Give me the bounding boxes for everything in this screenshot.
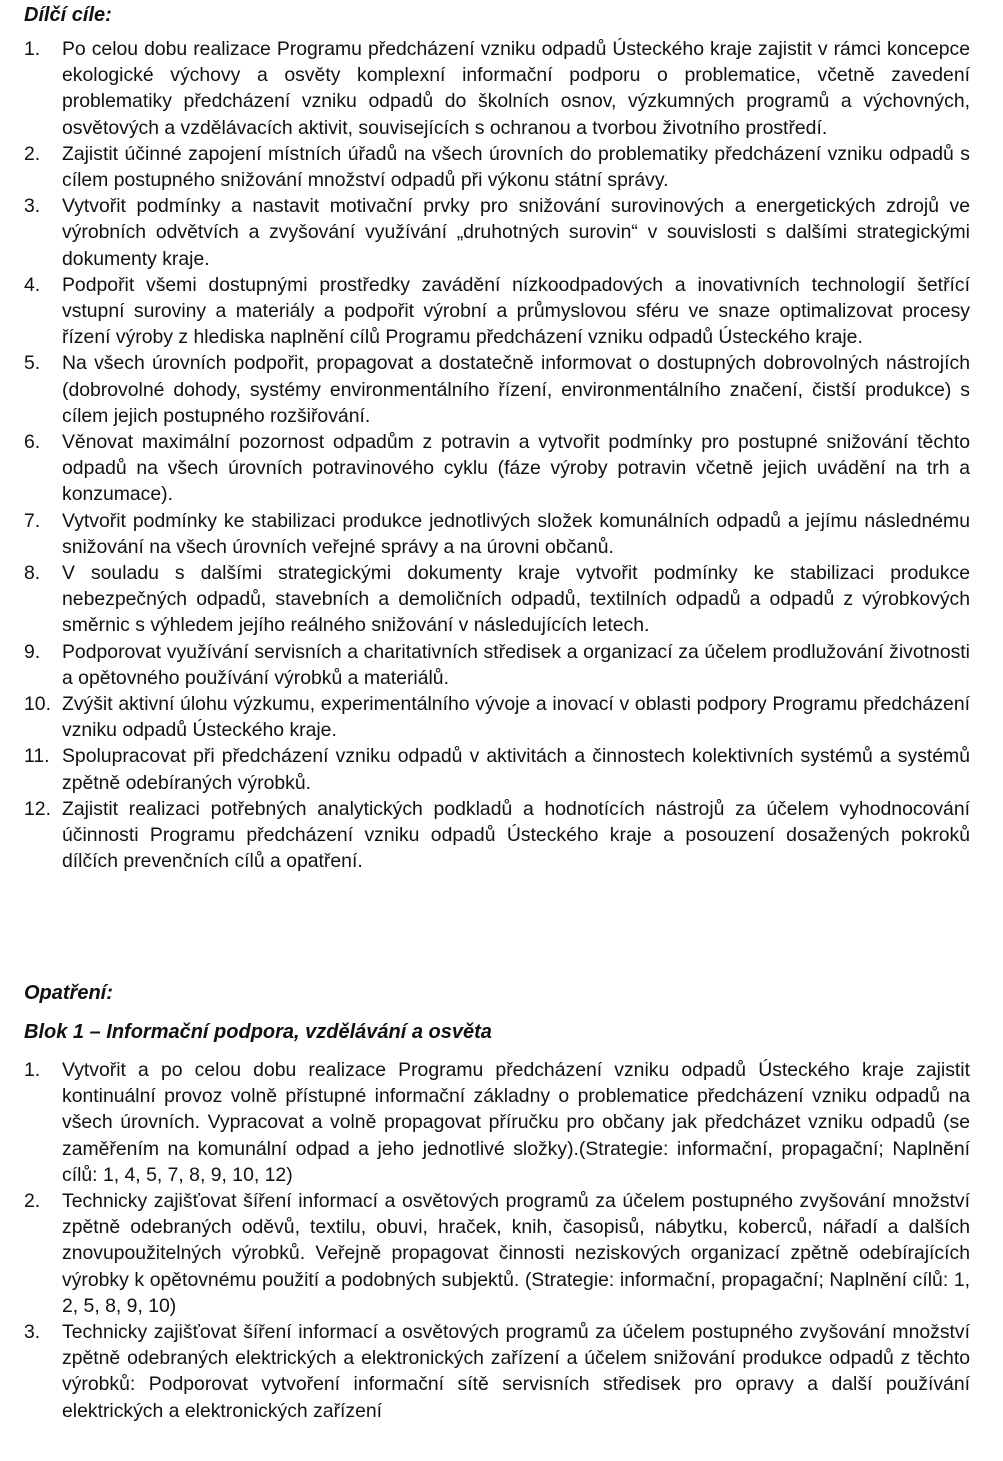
goals-list [24, 36, 970, 875]
list-item: 5. Na všech úrovních podpořit, propagovat a dostatečně informovat o dostupných dobrovolných nástrojích (dobrovolné dohody, systémy environmentálního řízení, environmentálního značení, čistší produkce) s cílem jejich postupného rozšiřování. [24, 352, 970, 427]
list-item: 8. V souladu s dalšími strategickými dokumenty kraje vytvořit podmínky ke stabilizaci produkce nebezpečných odpadů, stavebních a demoličních odpadů, textilních odpadů a odpadů z výrobkových směrnic s výhledem jejího reálného snižování v následujících letech. [24, 562, 970, 637]
list-item: 11. Spolupracovat při předcházení vzniku odpadů v aktivitách a činnostech kolektivních systémů a systémů zpětně odebíraných výrobků. [24, 745, 970, 794]
measures-list [24, 1057, 970, 1424]
list-item: 2. Technicky zajišťovat šíření informací a osvětových programů za účelem postupného zvyšování množství zpětně odebraných oděvů, textilu, obuvi, hraček, knih, časopisů, nábytku, koberců, nářadí a dalších znovupoužitelných výrobků. Veřejně propagovat činnosti neziskových organizací zpětně odebírajících výrobky k opětovnému použití a podobných subjektů. (Strategie: informační, propagační; Naplnění cílů: 1, 2, 5, 8, 9, 10) [24, 1190, 970, 1317]
list-item: 4. Podpořit všemi dostupnými prostředky zavádění nízkoodpadových a inovativních technologií šetřící vstupní suroviny a materiály a podpořit výrobní a průmyslovou sféru ve snaze optimalizovat procesy řízení výroby z hlediska naplnění cílů Programu předcházení vzniku odpadů Ústeckého kraje. [24, 273, 970, 349]
block-heading: Blok 1 – Informační podpora, vzdělávání a osvěta [24, 1021, 492, 1043]
list-item: 1. Vytvořit a po celou dobu realizace Programu předcházení vzniku odpadů Ústeckého kraje zajistit kontinuální provoz volně přístupné informační základny o problematice předcházení vzniku odpadů na všech úrovních. Vypracovat a volně propagovat příručku pro občany jak předcházet vzniku odpadů (se zaměřením na komunální odpad a jeho jednotlivé složky).(Strategie: informační, propagační; Naplnění cílů: 1, 4, 5, 7, 8, 9, 10, 12) [24, 1059, 970, 1186]
section-heading-goals: Dílčí cíle: [24, 4, 112, 26]
list-item: 3. Vytvořit podmínky a nastavit motivační prvky pro snižování surovinových a energetických zdrojů ve výrobních odvětvích a zvyšování využívání „druhotných surovin“ v souvislosti s dalšími strategickými dokumenty kraje. [24, 195, 970, 270]
list-item: 2. Zajistit účinné zapojení místních úřadů na všech úrovních do problematiky předcházení vzniku odpadů s cílem postupného snižování množství odpadů při výkonu státní správy. [24, 142, 970, 192]
list-item: 9. Podporovat využívání servisních a charitativních středisek a organizací za účelem prodlužování životnosti a opětovného používání výrobků a materiálů. [24, 640, 970, 689]
list-item: 7. Vytvořit podmínky ke stabilizaci produkce jednotlivých složek komunálních odpadů a jejímu následnému snižování na všech úrovních veřejné správy a na úrovni občanů. [24, 509, 970, 558]
list-item: 6. Věnovat maximální pozornost odpadům z potravin a vytvořit podmínky pro postupné snižování těchto odpadů na všech úrovních potravinového cyklu (fáze výroby potravin včetně jejich uvádění na trh a konzumace). [24, 431, 970, 506]
list-item: 1. Po celou dobu realizace Programu předcházení vzniku odpadů Ústeckého kraje zajistit v rámci koncepce ekologické výchovy a osvěty komplexní informační podporu o problematice, včetně zavedení problematiky předcházení vzniku odpadů do školních osnov, výzkumných programů a výchovných, osvětových a vzdělávacích aktivit, souvisejících s ochranou a tvorbou životního prostředí. [24, 38, 970, 139]
list-item: 10. Zvýšit aktivní úlohu výzkumu, experimentálního vývoje a inovací v oblasti podpory Programu předcházení vzniku odpadů Ústeckého kraje. [24, 693, 970, 742]
list-item: 3. Technicky zajišťovat šíření informací a osvětových programů za účelem postupného zvyšování množství zpětně odebraných elektrických a elektronických zařízení a účelem snižování produkce odpadů z těchto výrobků: Podporovat vytvoření informační sítě servisních středisek pro opravy a další používání elektrických a elektronických zařízení [24, 1321, 970, 1422]
section-heading-measures: Opatření: [24, 982, 113, 1004]
list-item: 12. Zajistit realizaci potřebných analytických podkladů a hodnotících nástrojů za účelem vyhodnocování účinnosti Programu předcházení vzniku odpadů Ústeckého kraje a posouzení dosažených pokroků dílčích prevenčních cílů a opatření. [24, 797, 970, 873]
